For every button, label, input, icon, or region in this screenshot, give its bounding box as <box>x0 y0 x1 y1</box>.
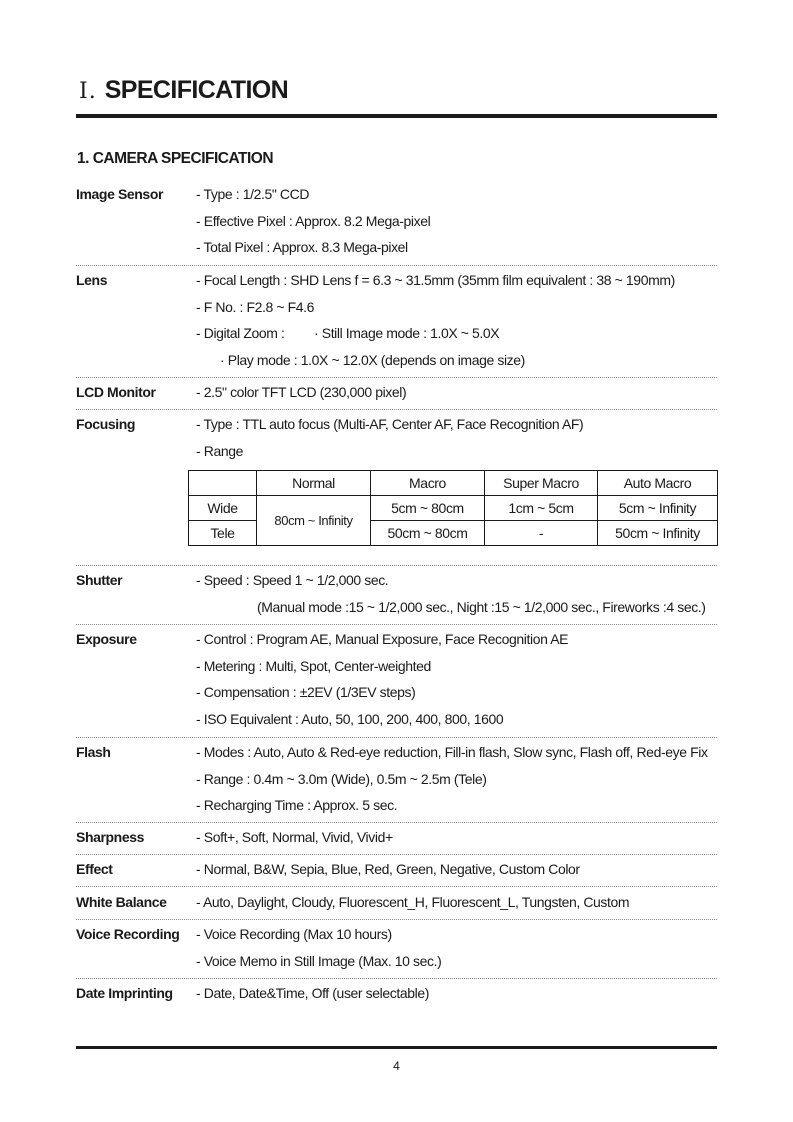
table-cell: 5cm ~ 80cm <box>371 496 485 521</box>
spec-label: LCD Monitor <box>76 384 156 400</box>
table-cell: 50cm ~ Infinity <box>598 521 718 546</box>
spec-value: - Range <box>196 443 244 459</box>
page-title: SPECIFICATION <box>104 76 289 104</box>
heading-rule <box>76 114 717 118</box>
spec-value: - Compensation : ±2EV (1/3EV steps) <box>196 684 416 700</box>
spec-label: Focusing <box>76 416 136 432</box>
table-header-cell: Auto Macro <box>598 471 718 496</box>
spec-value: - Voice Recording (Max 10 hours) <box>196 926 392 942</box>
spec-label: White Balance <box>76 894 167 910</box>
spec-value: - Metering : Multi, Spot, Center-weighted <box>196 658 431 674</box>
spec-value: (Manual mode :15 ~ 1/2,000 sec., Night :15 ~ 1/2,000 sec., Fireworks :4 sec.) <box>257 599 706 615</box>
spec-value: · Still Image mode : 1.0X ~ 5.0X <box>314 325 500 341</box>
table-cell: 5cm ~ Infinity <box>598 496 718 521</box>
divider <box>76 265 717 266</box>
spec-value: - Total Pixel : Approx. 8.3 Mega-pixel <box>196 239 408 255</box>
chapter-numeral: Ⅰ. <box>79 79 97 104</box>
spec-label: Image Sensor <box>76 186 164 202</box>
footer-rule <box>76 1046 717 1049</box>
divider <box>76 409 717 410</box>
spec-value: - Control : Program AE, Manual Exposure, Face Recognition AE <box>196 631 569 647</box>
spec-label: Voice Recording <box>76 926 180 942</box>
divider <box>76 822 717 823</box>
spec-value: - Type : TTL auto focus (Multi-AF, Center AF, Face Recognition AF) <box>196 416 584 432</box>
spec-value: - 2.5" color TFT LCD (230,000 pixel) <box>196 384 407 400</box>
spec-label: Effect <box>76 861 113 877</box>
spec-value: - Auto, Daylight, Cloudy, Fluorescent_H, Fluorescent_L, Tungsten, Custom <box>196 894 630 910</box>
spec-value: - Range : 0.4m ~ 3.0m (Wide), 0.5m ~ 2.5m (Tele) <box>196 771 487 787</box>
section-title: 1. CAMERA SPECIFICATION <box>77 150 274 167</box>
spec-label: Exposure <box>76 631 137 647</box>
table-row-label: Tele <box>189 521 257 546</box>
spec-value: - Effective Pixel : Approx. 8.2 Mega-pixel <box>196 213 431 229</box>
table-cell: 1cm ~ 5cm <box>485 496 598 521</box>
divider <box>76 854 717 855</box>
table-cell: 80cm ~ Infinity <box>257 496 371 546</box>
spec-label: Lens <box>76 272 108 288</box>
spec-value: - Recharging Time : Approx. 5 sec. <box>196 797 398 813</box>
spec-value: - Speed : Speed 1 ~ 1/2,000 sec. <box>196 572 389 588</box>
spec-value: - ISO Equivalent : Auto, 50, 100, 200, 400, 800, 1600 <box>196 711 504 727</box>
spec-label: Shutter <box>76 572 123 588</box>
table-cell: 50cm ~ 80cm <box>371 521 485 546</box>
spec-label: Flash <box>76 744 111 760</box>
spec-label: Date Imprinting <box>76 985 173 1001</box>
page-heading <box>79 76 288 110</box>
table-header-cell: Normal <box>257 471 371 496</box>
focus-range-table <box>188 470 718 546</box>
spec-label: Sharpness <box>76 829 144 845</box>
spec-value: - Type : 1/2.5" CCD <box>196 186 310 202</box>
divider <box>76 978 717 979</box>
spec-value: - Soft+, Soft, Normal, Vivid, Vivid+ <box>196 829 393 845</box>
divider <box>76 565 717 566</box>
spec-value: - F No. : F2.8 ~ F4.6 <box>196 299 315 315</box>
table-row-label: Wide <box>189 496 257 521</box>
spec-value: - Modes : Auto, Auto & Red-eye reduction, Fill-in flash, Slow sync, Flash off, Red-eye Fix <box>196 744 708 760</box>
page-number: 4 <box>393 1059 400 1073</box>
divider <box>76 919 717 920</box>
divider <box>76 624 717 625</box>
table-cell: - <box>485 521 598 546</box>
divider <box>76 737 717 738</box>
divider <box>76 377 717 378</box>
spec-value: - Digital Zoom : <box>196 325 285 341</box>
spec-value: · Play mode : 1.0X ~ 12.0X (depends on image size) <box>220 352 525 368</box>
spec-value: - Date, Date&Time, Off (user selectable) <box>196 985 429 1001</box>
table-row <box>189 496 718 521</box>
table-corner-cell <box>189 471 257 496</box>
table-header-cell: Super Macro <box>485 471 598 496</box>
spec-value: - Focal Length : SHD Lens f = 6.3 ~ 31.5mm (35mm film equivalent : 38 ~ 190mm) <box>196 272 675 288</box>
table-header-cell: Macro <box>371 471 485 496</box>
table-header-row <box>189 471 718 496</box>
spec-value: - Normal, B&W, Sepia, Blue, Red, Green, Negative, Custom Color <box>196 861 580 877</box>
divider <box>76 886 717 887</box>
spec-value: - Voice Memo in Still Image (Max. 10 sec.) <box>196 953 442 969</box>
